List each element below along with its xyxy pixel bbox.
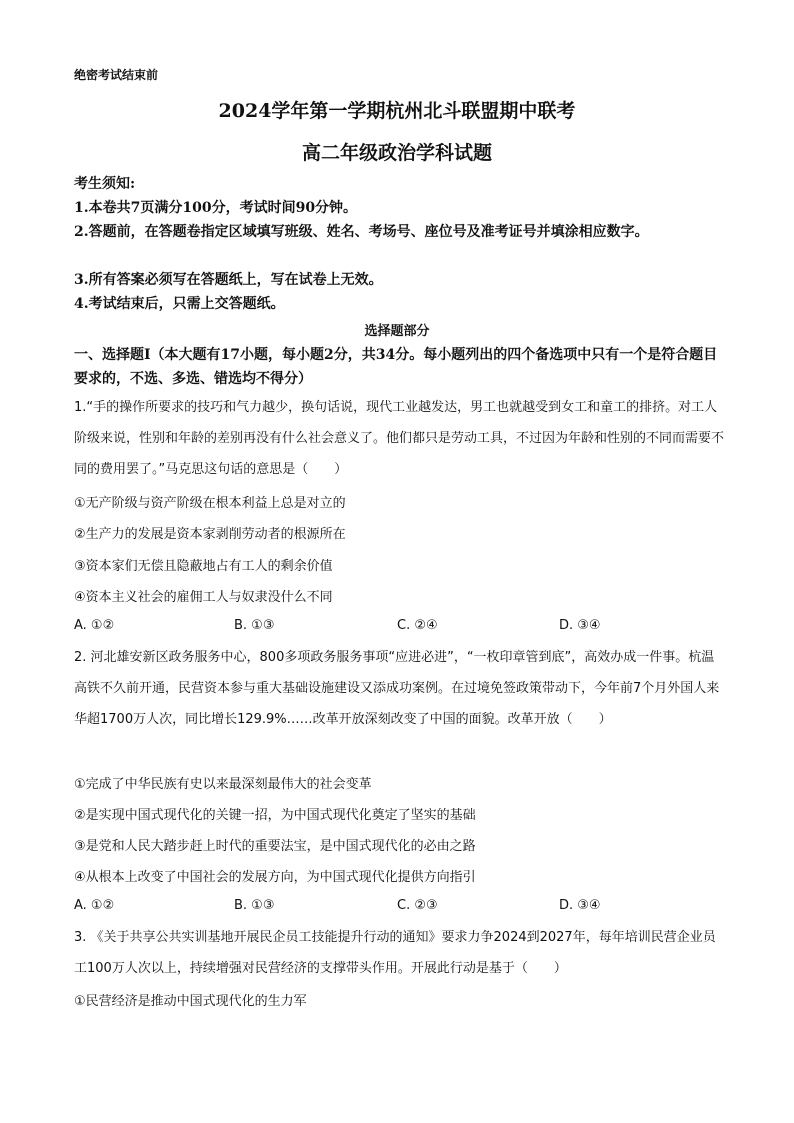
question-option: ②生产力的发展是资本家剥削劳动者的根源所在: [74, 527, 346, 542]
notice-item: 1.本卷共7页满分100分，考试时间90分钟。: [74, 200, 358, 216]
exam-title: 2024学年第一学期杭州北斗联盟期中联考: [218, 100, 576, 122]
choice-d: D. ③④: [559, 898, 601, 913]
choice-a: A. ①②: [74, 618, 115, 633]
choice-b: B. ①③: [234, 898, 275, 913]
confidential-label: 绝密考试结束前: [74, 68, 159, 82]
question-option: ③资本家们无偿且隐蔽地占有工人的剩余价值: [74, 559, 333, 574]
question-option: ①完成了中华民族有史以来最深刻最伟大的社会变革: [74, 777, 372, 792]
notice-heading: 考生须知:: [74, 176, 136, 192]
notice-item: 2.答题前，在答题卷指定区域填写班级、姓名、考场号、座位号及准考证号并填涂相应数字。: [74, 224, 649, 240]
question-stem: 1.“手的操作所要求的技巧和气力越少，换句话说，现代工业越发达，男工也就越受到女工和童工的排挤。对工人阶级来说，性别和年龄的差别再没有什么社会意义了。他们都只是劳动工具，不过因为年龄和性别的不同而需要不同的费用罢了。”马克思这句话的意思是（ ）: [74, 400, 725, 477]
answer-choices: [74, 618, 724, 638]
choice-c: C. ②④: [397, 618, 438, 633]
choice-b: B. ①③: [234, 618, 275, 633]
answer-choices: [74, 898, 724, 918]
question-stem: 2. 河北雄安新区政务服务中心，800多项政务服务事项“应进必进”，“一枚印章管到底”，高效办成一件事。杭温高铁不久前开通，民营资本参与重大基础设施建设又添成功案例。在过境免签政策带动下，今年前7个月外国人来华超1700万人次，同比增长129.9%……改革开放深刻改变了中国的面貌。改革开放（ ）: [74, 650, 720, 727]
question-option: ④资本主义社会的雇佣工人与奴隶没什么不同: [74, 590, 333, 605]
notice-item: 3.所有答案必须写在答题纸上，写在试卷上无效。: [74, 272, 383, 288]
question-option: ②是实现中国式现代化的关键一招，为中国式现代化奠定了坚实的基础: [74, 808, 476, 823]
question-option: ③是党和人民大踏步赶上时代的重要法宝，是中国式现代化的必由之路: [74, 839, 476, 854]
choice-d: D. ③④: [559, 618, 601, 633]
section-title: 选择题部分: [364, 324, 430, 339]
question-option: ①民营经济是推动中国式现代化的生力军: [74, 994, 307, 1009]
part-title: 一、选择题Ⅰ（本大题有17小题，每小题2分，共34分。每小题列出的四个备选项中只有一个是符合题目要求的，不选、多选、错选均不得分）: [74, 347, 718, 387]
notice-item: 4.考试结束后，只需上交答题纸。: [74, 296, 285, 312]
exam-subtitle: 高二年级政治学科试题: [301, 142, 492, 164]
choice-c: C. ②③: [397, 898, 438, 913]
question-option: ④从根本上改变了中国社会的发展方向，为中国式现代化提供方向指引: [74, 870, 476, 885]
question-stem: 3. 《关于共享公共实训基地开展民企员工技能提升行动的通知》要求力争2024到2027年，每年培训民营企业员工100万人次以上，持续增强对民营经济的支撑带头作用。开展此行动是基于（ ）: [74, 930, 716, 976]
choice-a: A. ①②: [74, 898, 115, 913]
question-option: ①无产阶级与资产阶级在根本利益上总是对立的: [74, 496, 346, 511]
